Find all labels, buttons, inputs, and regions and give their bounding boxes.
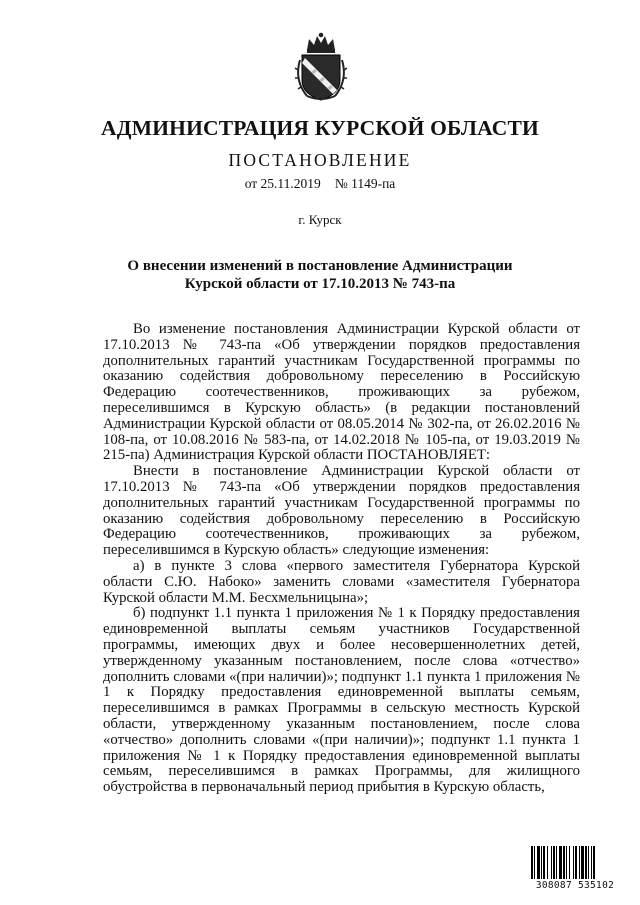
kursk-region-coat-of-arms-icon	[293, 30, 349, 102]
document-number: № 1149-па	[334, 176, 396, 191]
subject-line: Курской области от 17.10.2013 № 743-па	[184, 276, 456, 292]
barcode	[530, 846, 620, 892]
body-paragraph: Внести в постановление Администрации Курской области от 17.10.2013 № 743-па «Об утверждении порядков предоставления дополнительных гарантий участникам Государственной программы по оказанию содействия добровольному переселению в Российскую Федерацию соотечественников, проживающих за рубежом, переселившимся в Курскую область» следующие изменения:	[103, 463, 580, 559]
barcode-icon	[530, 846, 620, 879]
body-paragraph: б) подпункт 1.1 пункта 1 приложения № 1 к Порядку предоставления единовременной выплаты семьям участников Государственной программы, имеющих двух и более несовершеннолетних детей, утвержденному указанным постановлением, после слова «отчество» дополнить словами «(при наличии)»; подпункт 1.1 пункта 1 приложения № 1 к Порядку предоставления единовременной выплаты семьям, переселившимся в рамках Программы в сельскую местность Курской области, утвержденному указанным постановлением, после слова «отчество» дополнить словами «(при наличии)»; подпункт 1.1 пункта 1 приложения № 1 к Порядку предоставления единовременной выплаты семьям, переселившимся в рамках Программы, для жилищного обустройства в первоначальный период прибытия в Курскую область,	[103, 605, 580, 796]
subject-line: О внесении изменений в постановление Администрации	[127, 258, 513, 274]
body-paragraph: Во изменение постановления Администрации Курской области от 17.10.2013 № 743-па «Об утверждении порядков предоставления дополнительных гарантий участникам Государственной программы по оказанию содействия добровольному переселению в Российскую Федерацию соотечественников, проживающих за рубежом, переселившимся в Курскую область» (в редакции постановлений Администрации Курской области от 08.05.2014 № 302-па, от 26.02.2016 № 108-па, от 10.08.2016 № 583-па, от 14.02.2018 № 105-па, от 19.03.2019 № 215-па) Администрация Курской области ПОСТАНОВЛЯЕТ:	[103, 321, 580, 464]
city: г. Курск	[298, 212, 342, 227]
document-subject	[100, 257, 540, 293]
document-date: от 25.11.2019	[244, 176, 321, 191]
document-date-line	[0, 176, 640, 192]
document-body	[103, 322, 580, 796]
body-paragraph: а) в пункте 3 слова «первого заместителя Губернатора Курской области С.Ю. Набоко» заменить словами «заместителя Губернатора Курской области М.М. Бесхмельницына»;	[103, 557, 580, 606]
document-type: ПОСТАНОВЛЕНИЕ	[228, 150, 412, 170]
barcode-number: 308087 535102	[535, 880, 615, 891]
organization-title: АДМИНИСТРАЦИЯ КУРСКОЙ ОБЛАСТИ	[101, 116, 539, 140]
